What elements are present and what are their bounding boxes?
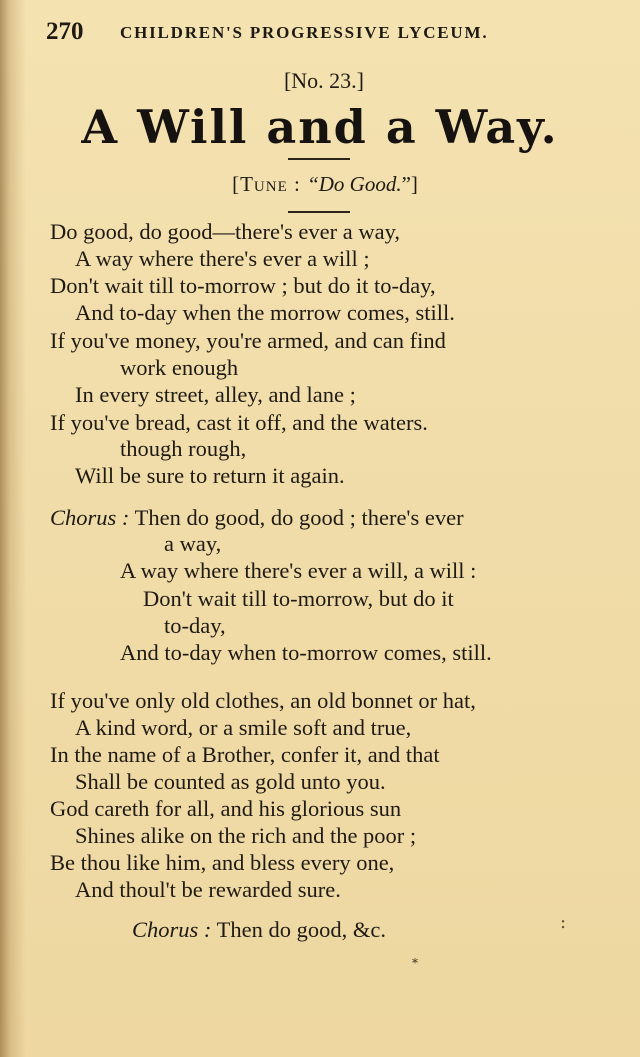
tune-label: [Tune : [232, 172, 308, 196]
chorus-text: Then do good, &c. [211, 917, 386, 942]
chorus-line: to-day, [164, 613, 226, 638]
verse-line: And thoul't be rewarded sure. [75, 877, 341, 902]
chorus-line [50, 505, 464, 531]
verse-line: Don't wait till to-morrow ; but do it to-day, [50, 273, 436, 298]
edge-mark: : [560, 912, 567, 933]
running-head: CHILDREN'S PROGRESSIVE LYCEUM. [120, 23, 489, 42]
verse-line: work enough [120, 355, 239, 380]
page-number: 270 [46, 18, 84, 45]
verse-line: God careth for all, and his glorious sun [50, 796, 402, 821]
chorus-line: a way, [164, 531, 222, 556]
verse-line: Shines alike on the rich and the poor ; [75, 823, 417, 848]
verse-line: And to-day when the morrow comes, still. [75, 300, 455, 325]
chorus-line: And to-day when to-morrow comes, still. [120, 640, 492, 665]
song-title: A Will and a Way. [81, 100, 559, 154]
verse-line: Shall be counted as gold unto you. [75, 769, 386, 794]
chorus-line [132, 917, 386, 943]
verse-line: though rough, [120, 436, 247, 461]
verse-line: If you've only old clothes, an old bonnet or hat, [50, 688, 476, 713]
verse-line: A way where there's ever a will ; [75, 246, 370, 271]
verse-line: Will be sure to return it again. [75, 463, 345, 488]
tune-line [0, 172, 640, 197]
tune-suffix: ”] [401, 172, 418, 196]
verse-line: If you've bread, cast it off, and the waters. [50, 410, 428, 435]
tune-name: “Do Good. [307, 172, 402, 196]
chorus-text: Then do good, do good ; there's ever [129, 505, 464, 530]
chorus-line: A way where there's ever a will, a will : [120, 558, 477, 583]
chorus-label: Chorus : [132, 917, 212, 942]
chorus-label: Chorus : [50, 505, 130, 530]
verse-line: Do good, do good—there's ever a way, [50, 219, 401, 244]
chorus-line: Don't wait till to-morrow, but do it [143, 586, 454, 611]
page-header [46, 18, 580, 54]
verse-line: In every street, alley, and lane ; [75, 382, 356, 407]
title-rule [288, 158, 350, 160]
tune-rule [288, 211, 350, 213]
verse-line: Be thou like him, and bless every one, [50, 850, 395, 875]
verse-line: A kind word, or a smile soft and true, [75, 715, 412, 740]
verse-line: In the name of a Brother, confer it, and that [50, 742, 440, 767]
footnote-mark: * [412, 956, 418, 970]
verse-line: If you've money, you're armed, and can find [50, 328, 446, 353]
song-number: [No. 23.] [283, 68, 365, 93]
